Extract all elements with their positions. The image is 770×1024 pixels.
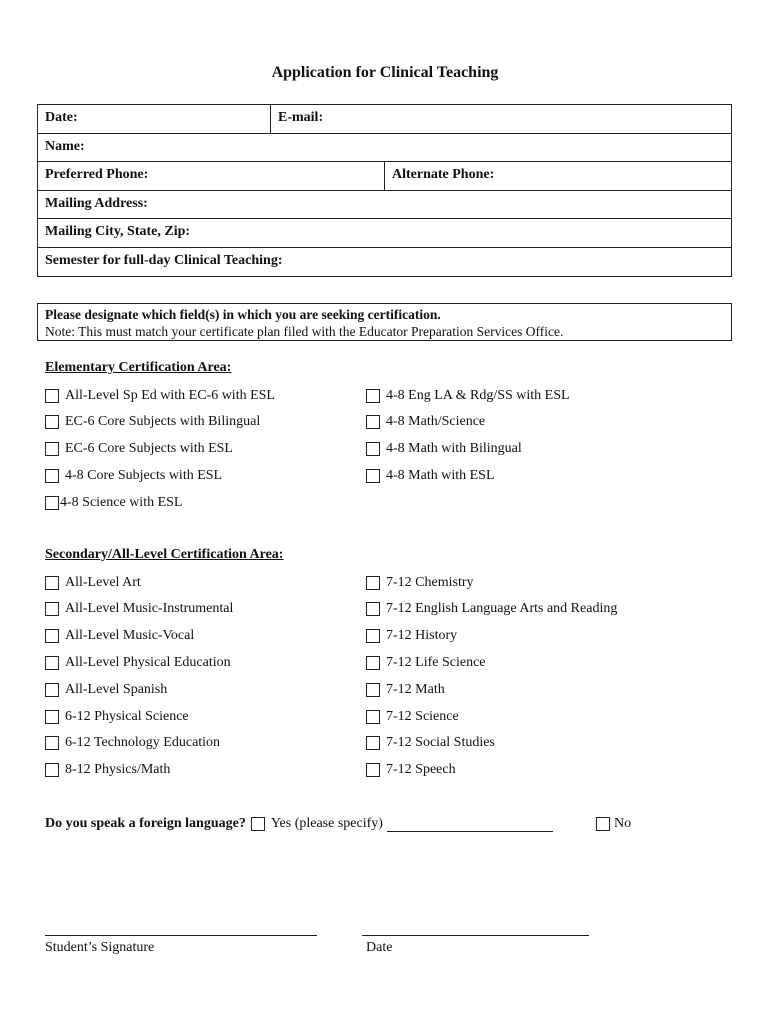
no-checkbox-icon[interactable] xyxy=(596,817,610,831)
checkbox-icon[interactable] xyxy=(45,602,59,616)
elementary-heading: Elementary Certification Area: xyxy=(45,360,232,375)
checkbox-icon[interactable] xyxy=(366,683,380,697)
checkbox-icon[interactable] xyxy=(366,415,380,429)
option-elem-left-1[interactable] xyxy=(45,387,275,405)
option-sec-right-5[interactable] xyxy=(366,681,445,699)
no-option[interactable] xyxy=(596,815,631,833)
name-field[interactable]: Name: xyxy=(45,138,85,154)
option-sec-left-7[interactable] xyxy=(45,734,220,752)
option-label: 8-12 Physics/Math xyxy=(65,762,171,777)
option-label: 7-12 Chemistry xyxy=(386,575,474,590)
checkbox-icon[interactable] xyxy=(366,389,380,403)
checkbox-icon[interactable] xyxy=(366,736,380,750)
option-label: All-Level Music-Instrumental xyxy=(65,601,234,616)
option-sec-right-2[interactable] xyxy=(366,600,617,618)
date-label: Date xyxy=(366,940,393,955)
option-label: 4-8 Core Subjects with ESL xyxy=(65,468,223,483)
checkbox-icon[interactable] xyxy=(45,763,59,777)
option-label: 7-12 Life Science xyxy=(386,655,486,670)
option-sec-left-2[interactable] xyxy=(45,600,233,618)
checkbox-icon[interactable] xyxy=(45,415,59,429)
option-label: 7-12 English Language Arts and Reading xyxy=(386,601,618,616)
option-sec-left-6[interactable] xyxy=(45,708,189,726)
option-sec-right-4[interactable] xyxy=(366,654,486,672)
option-label: All-Level Art xyxy=(65,575,141,590)
option-label: 4-8 Math with ESL xyxy=(386,468,495,483)
checkbox-icon[interactable] xyxy=(45,656,59,670)
checkbox-icon[interactable] xyxy=(45,710,59,724)
no-label: No xyxy=(614,816,632,831)
option-sec-left-4[interactable] xyxy=(45,654,231,672)
info-row-address xyxy=(38,191,731,220)
checkbox-icon[interactable] xyxy=(45,629,59,643)
checkbox-icon[interactable] xyxy=(45,496,59,510)
option-elem-right-4[interactable] xyxy=(366,467,495,485)
option-label: 6-12 Technology Education xyxy=(65,735,221,750)
option-elem-left-2[interactable] xyxy=(45,413,260,431)
option-label: 7-12 Social Studies xyxy=(386,735,495,750)
option-label: All-Level Sp Ed with EC-6 with ESL xyxy=(65,388,275,403)
checkbox-icon[interactable] xyxy=(45,389,59,403)
option-sec-left-8[interactable] xyxy=(45,761,170,779)
checkbox-icon[interactable] xyxy=(45,576,59,590)
notice-note: Note: This must match your certificate plan filed with the Educator Preparation Services Office. xyxy=(45,324,564,339)
preferred-phone-field[interactable]: Preferred Phone: xyxy=(38,162,385,190)
checkbox-icon[interactable] xyxy=(366,602,380,616)
option-label: EC-6 Core Subjects with Bilingual xyxy=(65,414,261,429)
info-row-phones xyxy=(38,162,731,191)
option-label: 7-12 Science xyxy=(386,709,459,724)
checkbox-icon[interactable] xyxy=(366,442,380,456)
option-label: 4-8 Math/Science xyxy=(386,414,486,429)
signature-line[interactable] xyxy=(45,935,317,936)
notice-instruction: Please designate which field(s) in which you are seeking certification. xyxy=(45,307,441,322)
applicant-info-table xyxy=(37,104,732,277)
option-label: 4-8 Science with ESL xyxy=(60,495,183,510)
language-specify-field[interactable] xyxy=(387,817,553,832)
checkbox-icon[interactable] xyxy=(366,469,380,483)
option-elem-left-4[interactable] xyxy=(45,467,222,485)
checkbox-icon[interactable] xyxy=(366,576,380,590)
date-field[interactable]: Date: xyxy=(38,105,271,133)
option-sec-right-3[interactable] xyxy=(366,627,457,645)
option-sec-left-3[interactable] xyxy=(45,627,194,645)
info-row-city xyxy=(38,219,731,248)
option-label: 7-12 Speech xyxy=(386,762,456,777)
checkbox-icon[interactable] xyxy=(366,656,380,670)
option-label: 4-8 Eng LA & Rdg/SS with ESL xyxy=(386,388,570,403)
checkbox-icon[interactable] xyxy=(45,442,59,456)
yes-label: Yes (please specify) xyxy=(270,816,383,831)
student-signature-label: Student’s Signature xyxy=(45,940,155,955)
option-sec-right-1[interactable] xyxy=(366,574,474,592)
option-sec-right-6[interactable] xyxy=(366,708,459,726)
checkbox-icon[interactable] xyxy=(45,683,59,697)
mailing-city-field[interactable]: Mailing City, State, Zip: xyxy=(45,224,191,239)
info-row-semester xyxy=(38,248,731,277)
option-elem-right-2[interactable] xyxy=(366,413,485,431)
option-label: EC-6 Core Subjects with ESL xyxy=(65,441,233,456)
foreign-language-label: Do you speak a foreign language? xyxy=(45,816,246,831)
info-row-date-email xyxy=(38,105,731,134)
option-elem-right-3[interactable] xyxy=(366,440,522,458)
yes-checkbox-icon[interactable] xyxy=(251,817,265,831)
option-elem-right-1[interactable] xyxy=(366,387,570,405)
option-sec-left-5[interactable] xyxy=(45,681,167,699)
option-label: All-Level Spanish xyxy=(65,682,168,697)
date-line[interactable] xyxy=(362,935,589,936)
option-sec-left-1[interactable] xyxy=(45,574,141,592)
checkbox-icon[interactable] xyxy=(366,763,380,777)
page-title: Application for Clinical Teaching xyxy=(271,64,499,81)
info-row-name xyxy=(38,134,731,163)
option-elem-left-3[interactable] xyxy=(45,440,233,458)
secondary-heading: Secondary/All-Level Certification Area: xyxy=(45,547,284,562)
checkbox-icon[interactable] xyxy=(366,629,380,643)
option-elem-left-5[interactable] xyxy=(45,494,182,512)
option-label: All-Level Music-Vocal xyxy=(65,628,195,643)
checkbox-icon[interactable] xyxy=(366,710,380,724)
option-label: 4-8 Math with Bilingual xyxy=(386,441,522,456)
mailing-address-field[interactable]: Mailing Address: xyxy=(45,195,148,211)
option-label: All-Level Physical Education xyxy=(65,655,231,670)
email-field[interactable]: E-mail: xyxy=(278,110,324,125)
checkbox-icon[interactable] xyxy=(45,736,59,750)
option-label: 7-12 Math xyxy=(386,682,445,697)
foreign-language-question xyxy=(45,815,553,833)
checkbox-icon[interactable] xyxy=(45,469,59,483)
semester-field[interactable]: Semester for full-day Clinical Teaching: xyxy=(45,252,283,268)
option-label: 7-12 History xyxy=(386,628,458,643)
option-sec-right-8[interactable] xyxy=(366,761,456,779)
option-sec-right-7[interactable] xyxy=(366,734,495,752)
option-label: 6-12 Physical Science xyxy=(65,709,189,724)
certification-notice xyxy=(37,303,732,341)
alternate-phone-field[interactable]: Alternate Phone: xyxy=(392,167,495,182)
